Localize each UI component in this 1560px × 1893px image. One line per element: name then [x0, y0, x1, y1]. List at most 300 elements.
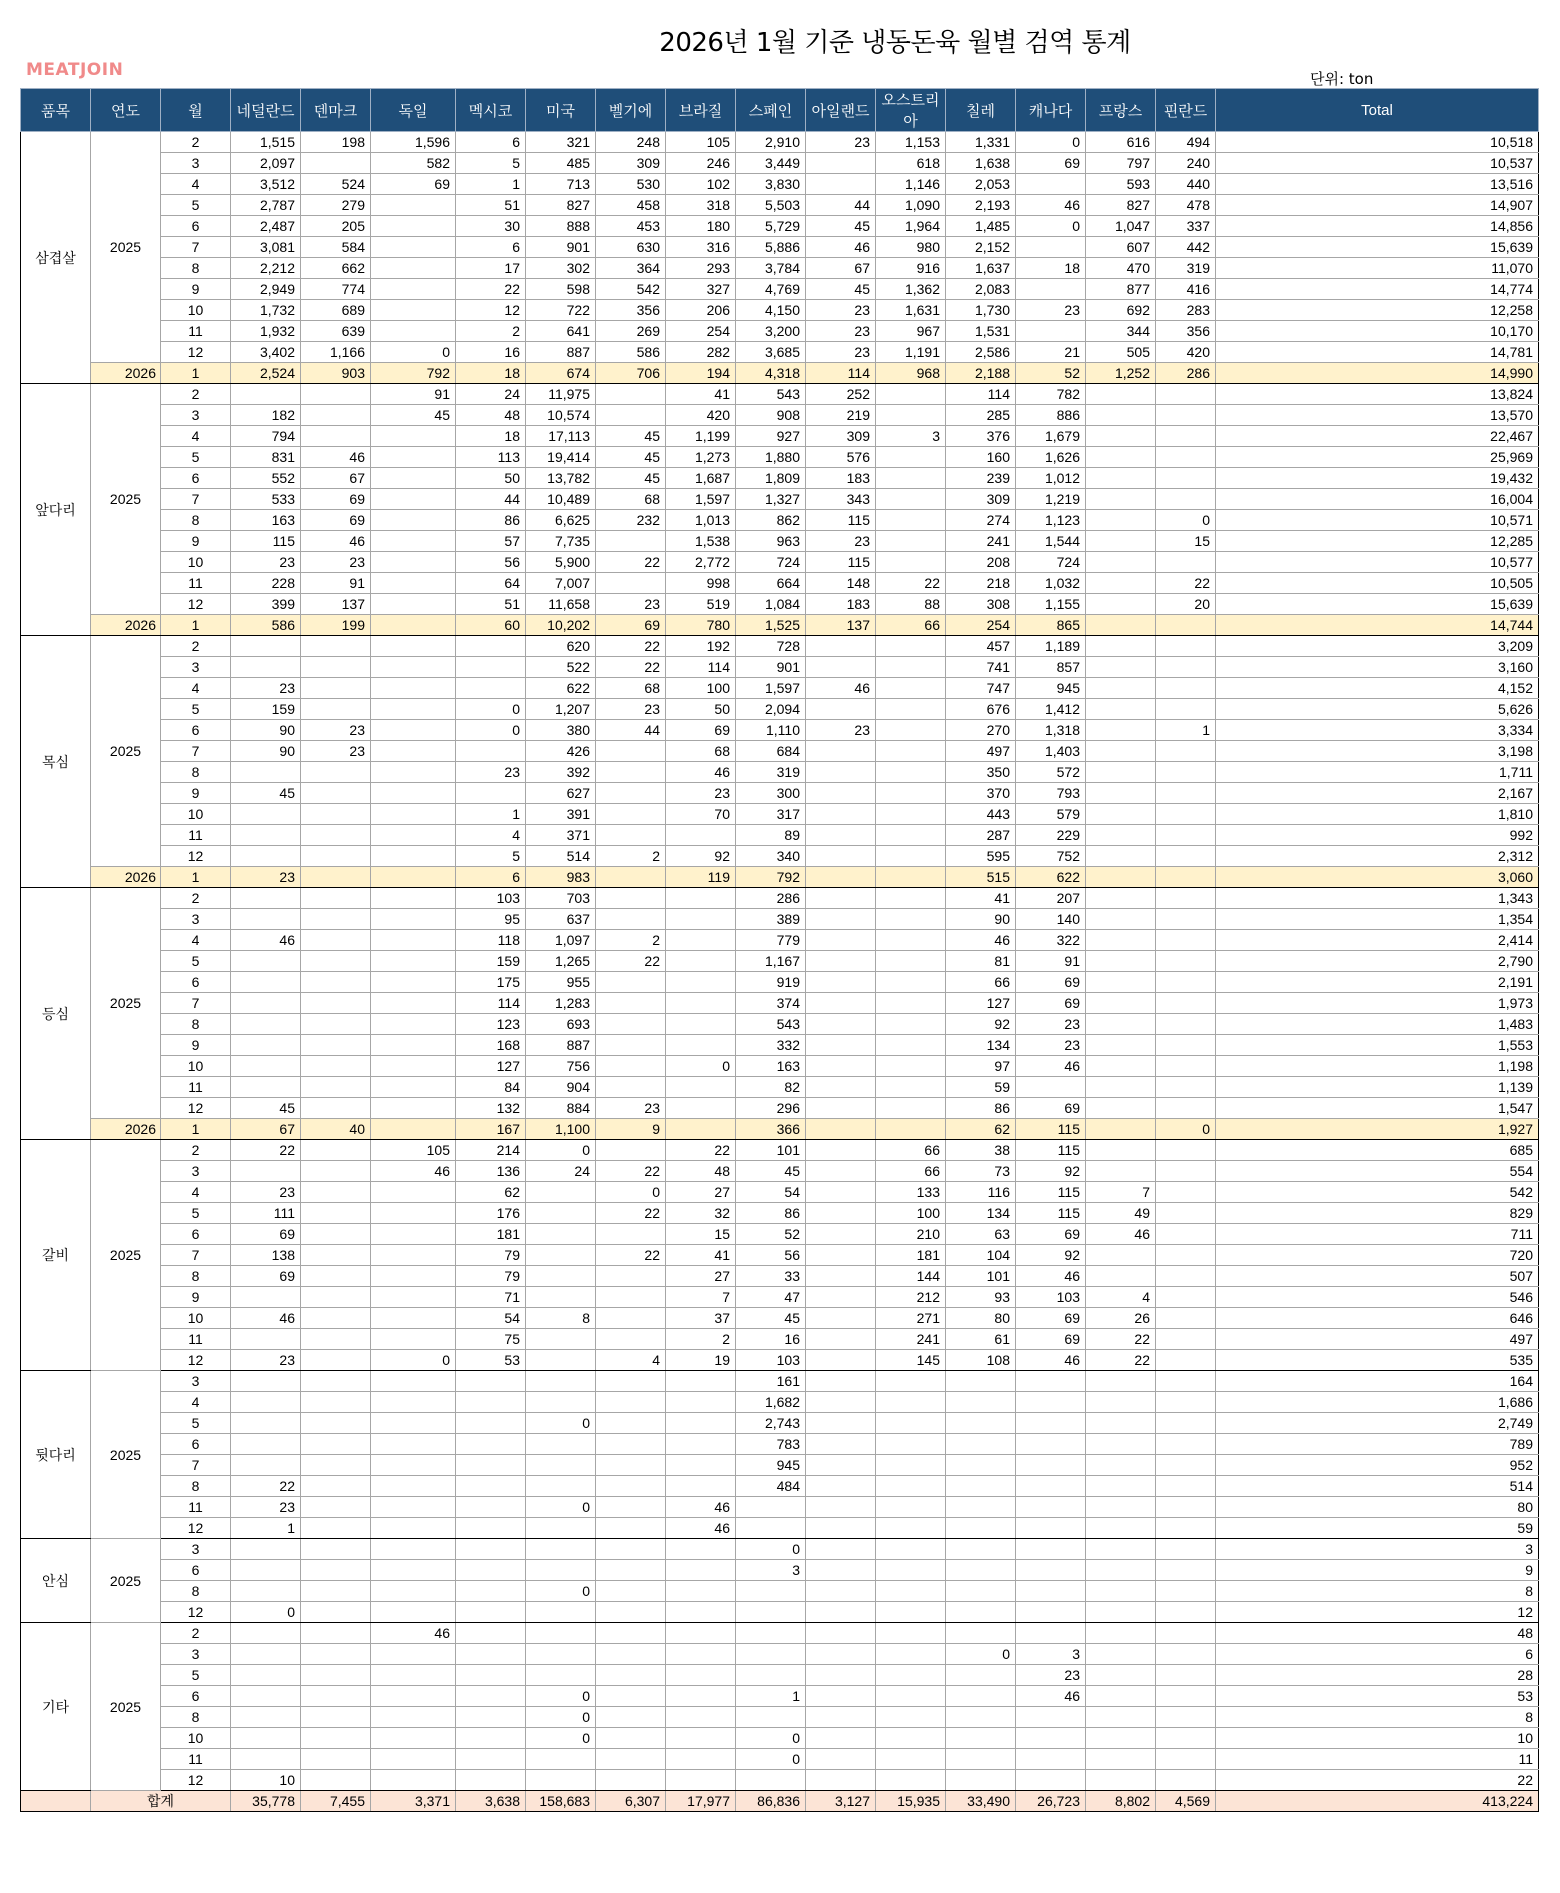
- month-cell: 8: [161, 762, 231, 783]
- value-cell: 25,969: [1216, 447, 1539, 468]
- value-cell: 22: [1086, 1350, 1156, 1371]
- value-cell: 685: [1216, 1140, 1539, 1161]
- value-cell: [371, 1392, 456, 1413]
- value-cell: 337: [1156, 216, 1216, 237]
- value-cell: [1086, 1413, 1156, 1434]
- value-cell: 0: [371, 342, 456, 363]
- value-cell: [1016, 1371, 1086, 1392]
- value-cell: 598: [526, 279, 596, 300]
- month-cell: 11: [161, 1749, 231, 1770]
- value-cell: [806, 1434, 876, 1455]
- value-cell: [876, 972, 946, 993]
- value-cell: 50: [666, 699, 736, 720]
- value-cell: [876, 1644, 946, 1665]
- value-cell: 1: [456, 174, 526, 195]
- month-cell: 10: [161, 300, 231, 321]
- value-cell: 20: [1156, 594, 1216, 615]
- value-cell: 2,586: [946, 342, 1016, 363]
- value-cell: 48: [1216, 1623, 1539, 1644]
- value-cell: 137: [301, 594, 371, 615]
- value-cell: 271: [876, 1308, 946, 1329]
- value-cell: 51: [456, 594, 526, 615]
- value-cell: 794: [231, 426, 301, 447]
- value-cell: 399: [231, 594, 301, 615]
- value-cell: 752: [1016, 846, 1086, 867]
- value-cell: 713: [526, 174, 596, 195]
- value-cell: 389: [736, 909, 806, 930]
- value-cell: 69: [1016, 153, 1086, 174]
- value-cell: 23: [301, 741, 371, 762]
- total-value: 3,127: [806, 1791, 876, 1812]
- value-cell: 176: [456, 1203, 526, 1224]
- value-cell: [736, 1518, 806, 1539]
- value-cell: 62: [456, 1182, 526, 1203]
- value-cell: 214: [456, 1140, 526, 1161]
- value-cell: [1086, 552, 1156, 573]
- value-cell: [876, 510, 946, 531]
- value-cell: 0: [526, 1140, 596, 1161]
- value-cell: [231, 1014, 301, 1035]
- value-cell: [301, 1686, 371, 1707]
- value-cell: 23: [806, 342, 876, 363]
- value-cell: [806, 1749, 876, 1770]
- value-cell: 380: [526, 720, 596, 741]
- value-cell: [231, 825, 301, 846]
- month-cell: 2: [161, 1623, 231, 1644]
- value-cell: [596, 972, 666, 993]
- value-cell: [876, 1056, 946, 1077]
- value-cell: [526, 1266, 596, 1287]
- value-cell: 145: [876, 1350, 946, 1371]
- table-row: [21, 1770, 1539, 1791]
- value-cell: [1156, 1623, 1216, 1644]
- value-cell: [596, 1392, 666, 1413]
- value-cell: [301, 636, 371, 657]
- value-cell: [526, 1329, 596, 1350]
- value-cell: [1086, 1098, 1156, 1119]
- table-row: [21, 1035, 1539, 1056]
- value-cell: [371, 1497, 456, 1518]
- table-row: [21, 1392, 1539, 1413]
- value-cell: 46: [231, 930, 301, 951]
- value-cell: 1,597: [736, 678, 806, 699]
- table-row: [21, 636, 1539, 657]
- month-cell: 5: [161, 699, 231, 720]
- value-cell: 111: [231, 1203, 301, 1224]
- value-cell: 4,318: [736, 363, 806, 384]
- table-row: [21, 867, 1539, 888]
- total-label: 합계: [91, 1791, 231, 1812]
- value-cell: [876, 1560, 946, 1581]
- value-cell: [301, 1518, 371, 1539]
- table-row: [21, 825, 1539, 846]
- value-cell: 1: [1156, 720, 1216, 741]
- table-row: [21, 993, 1539, 1014]
- value-cell: 2,152: [946, 237, 1016, 258]
- value-cell: 2,083: [946, 279, 1016, 300]
- value-cell: 92: [1016, 1161, 1086, 1182]
- value-cell: [231, 1035, 301, 1056]
- value-cell: 1,810: [1216, 804, 1539, 825]
- column-header: 덴마크: [301, 89, 371, 132]
- month-cell: 5: [161, 951, 231, 972]
- value-cell: 484: [736, 1476, 806, 1497]
- total-value: 86,836: [736, 1791, 806, 1812]
- value-cell: 22: [596, 657, 666, 678]
- value-cell: 1,531: [946, 321, 1016, 342]
- column-header: 네덜란드: [231, 89, 301, 132]
- value-cell: [1086, 1518, 1156, 1539]
- value-cell: [371, 1434, 456, 1455]
- value-cell: [1086, 1434, 1156, 1455]
- value-cell: 1,682: [736, 1392, 806, 1413]
- value-cell: 945: [1016, 678, 1086, 699]
- value-cell: [371, 699, 456, 720]
- month-cell: 4: [161, 1392, 231, 1413]
- value-cell: 579: [1016, 804, 1086, 825]
- value-cell: 81: [946, 951, 1016, 972]
- value-cell: 420: [1156, 342, 1216, 363]
- value-cell: 274: [946, 510, 1016, 531]
- value-cell: 0: [666, 1056, 736, 1077]
- value-cell: 282: [666, 342, 736, 363]
- value-cell: 2,167: [1216, 783, 1539, 804]
- value-cell: [1086, 531, 1156, 552]
- value-cell: [806, 1014, 876, 1035]
- value-cell: [301, 678, 371, 699]
- value-cell: [1086, 1644, 1156, 1665]
- value-cell: [1086, 1035, 1156, 1056]
- value-cell: [1086, 1770, 1156, 1791]
- value-cell: [806, 909, 876, 930]
- month-cell: 3: [161, 1539, 231, 1560]
- value-cell: 161: [736, 1371, 806, 1392]
- value-cell: 46: [1016, 1056, 1086, 1077]
- value-cell: [371, 1287, 456, 1308]
- value-cell: [946, 1686, 1016, 1707]
- value-cell: 67: [301, 468, 371, 489]
- value-cell: 26: [1086, 1308, 1156, 1329]
- value-cell: 5,729: [736, 216, 806, 237]
- value-cell: [876, 1518, 946, 1539]
- value-cell: 392: [526, 762, 596, 783]
- value-cell: 23: [1016, 300, 1086, 321]
- table-row: [21, 1413, 1539, 1434]
- value-cell: 2,949: [231, 279, 301, 300]
- value-cell: 1,084: [736, 594, 806, 615]
- value-cell: [666, 1371, 736, 1392]
- value-cell: [806, 762, 876, 783]
- value-cell: 420: [666, 405, 736, 426]
- value-cell: [806, 1056, 876, 1077]
- value-cell: [1086, 405, 1156, 426]
- value-cell: 45: [806, 279, 876, 300]
- value-cell: [1156, 1308, 1216, 1329]
- table-row: [21, 489, 1539, 510]
- value-cell: 595: [946, 846, 1016, 867]
- value-cell: 92: [666, 846, 736, 867]
- column-header: 미국: [526, 89, 596, 132]
- value-cell: 1,013: [666, 510, 736, 531]
- value-cell: 728: [736, 636, 806, 657]
- value-cell: 888: [526, 216, 596, 237]
- value-cell: [301, 1539, 371, 1560]
- quarantine-stats-table: [20, 88, 1539, 1812]
- value-cell: 524: [301, 174, 371, 195]
- value-cell: [1086, 1077, 1156, 1098]
- value-cell: 163: [231, 510, 301, 531]
- column-header: 연도: [91, 89, 161, 132]
- value-cell: [1156, 636, 1216, 657]
- item-cell: 기타: [21, 1623, 91, 1791]
- value-cell: 71: [456, 1287, 526, 1308]
- value-cell: [526, 1455, 596, 1476]
- table-row: [21, 720, 1539, 741]
- value-cell: [231, 1056, 301, 1077]
- value-cell: 919: [736, 972, 806, 993]
- value-cell: 318: [666, 195, 736, 216]
- value-cell: 90: [231, 720, 301, 741]
- value-cell: [806, 972, 876, 993]
- value-cell: 774: [301, 279, 371, 300]
- value-cell: [806, 153, 876, 174]
- value-cell: [666, 1728, 736, 1749]
- value-cell: 194: [666, 363, 736, 384]
- value-cell: [876, 1455, 946, 1476]
- total-value: 15,935: [876, 1791, 946, 1812]
- value-cell: 1: [231, 1518, 301, 1539]
- month-cell: 2: [161, 636, 231, 657]
- value-cell: 2,790: [1216, 951, 1539, 972]
- value-cell: 319: [736, 762, 806, 783]
- month-cell: 4: [161, 1182, 231, 1203]
- value-cell: [371, 216, 456, 237]
- value-cell: [371, 195, 456, 216]
- value-cell: 90: [231, 741, 301, 762]
- value-cell: 458: [596, 195, 666, 216]
- value-cell: 3,784: [736, 258, 806, 279]
- value-cell: 862: [736, 510, 806, 531]
- value-cell: [1156, 489, 1216, 510]
- value-cell: [946, 1581, 1016, 1602]
- value-cell: [736, 1581, 806, 1602]
- value-cell: [736, 1623, 806, 1644]
- value-cell: 115: [231, 531, 301, 552]
- value-cell: 792: [371, 363, 456, 384]
- value-cell: [1156, 1161, 1216, 1182]
- table-row: [21, 594, 1539, 615]
- value-cell: 80: [946, 1308, 1016, 1329]
- value-cell: [231, 951, 301, 972]
- value-cell: [596, 804, 666, 825]
- value-cell: [806, 993, 876, 1014]
- value-cell: [1086, 720, 1156, 741]
- value-cell: 62: [946, 1119, 1016, 1140]
- table-row: [21, 1434, 1539, 1455]
- value-cell: 16,004: [1216, 489, 1539, 510]
- value-cell: [301, 384, 371, 405]
- month-cell: 8: [161, 1707, 231, 1728]
- value-cell: 877: [1086, 279, 1156, 300]
- value-cell: [666, 1098, 736, 1119]
- value-cell: [371, 1749, 456, 1770]
- value-cell: [1086, 846, 1156, 867]
- value-cell: 123: [456, 1014, 526, 1035]
- value-cell: 46: [301, 447, 371, 468]
- value-cell: [1156, 1518, 1216, 1539]
- value-cell: 10,577: [1216, 552, 1539, 573]
- year-cell: 2025: [91, 1140, 161, 1371]
- value-cell: [371, 300, 456, 321]
- value-cell: 515: [946, 867, 1016, 888]
- value-cell: 2: [456, 321, 526, 342]
- table-row: [21, 1686, 1539, 1707]
- value-cell: 10,571: [1216, 510, 1539, 531]
- table-row: [21, 132, 1539, 153]
- value-cell: 344: [1086, 321, 1156, 342]
- value-cell: 46: [1016, 1686, 1086, 1707]
- value-cell: [1156, 1728, 1216, 1749]
- month-cell: 5: [161, 1665, 231, 1686]
- value-cell: [371, 237, 456, 258]
- value-cell: [1156, 1770, 1216, 1791]
- value-cell: [876, 1707, 946, 1728]
- value-cell: [371, 1476, 456, 1497]
- value-cell: [1086, 993, 1156, 1014]
- value-cell: 998: [666, 573, 736, 594]
- month-cell: 3: [161, 405, 231, 426]
- value-cell: 543: [736, 1014, 806, 1035]
- value-cell: 45: [596, 468, 666, 489]
- value-cell: 24: [526, 1161, 596, 1182]
- month-cell: 4: [161, 426, 231, 447]
- value-cell: [1086, 1728, 1156, 1749]
- value-cell: 1,198: [1216, 1056, 1539, 1077]
- month-cell: 10: [161, 804, 231, 825]
- value-cell: [876, 846, 946, 867]
- year-cell: 2026: [91, 1119, 161, 1140]
- value-cell: [876, 468, 946, 489]
- value-cell: 92: [1016, 1245, 1086, 1266]
- value-cell: [301, 1770, 371, 1791]
- value-cell: 44: [456, 489, 526, 510]
- value-cell: 0: [526, 1707, 596, 1728]
- value-cell: 470: [1086, 258, 1156, 279]
- value-cell: [1086, 1161, 1156, 1182]
- value-cell: 103: [1016, 1287, 1086, 1308]
- value-cell: [301, 1308, 371, 1329]
- value-cell: 46: [301, 531, 371, 552]
- value-cell: 3,402: [231, 342, 301, 363]
- value-cell: 0: [596, 1182, 666, 1203]
- value-cell: 13,824: [1216, 384, 1539, 405]
- table-row: [21, 342, 1539, 363]
- value-cell: 827: [526, 195, 596, 216]
- value-cell: [371, 594, 456, 615]
- value-cell: [876, 951, 946, 972]
- value-cell: [596, 888, 666, 909]
- value-cell: 7: [1086, 1182, 1156, 1203]
- value-cell: 7: [666, 1287, 736, 1308]
- month-cell: 3: [161, 657, 231, 678]
- value-cell: 68: [596, 678, 666, 699]
- value-cell: 857: [1016, 657, 1086, 678]
- value-cell: [596, 1518, 666, 1539]
- value-cell: [371, 573, 456, 594]
- value-cell: 2,414: [1216, 930, 1539, 951]
- table-row: [21, 888, 1539, 909]
- value-cell: 1,485: [946, 216, 1016, 237]
- value-cell: [876, 552, 946, 573]
- value-cell: [371, 1581, 456, 1602]
- value-cell: 23: [301, 720, 371, 741]
- value-cell: 246: [666, 153, 736, 174]
- value-cell: [371, 1077, 456, 1098]
- table-row: [21, 510, 1539, 531]
- value-cell: 1,932: [231, 321, 301, 342]
- value-cell: [1016, 1539, 1086, 1560]
- value-cell: 505: [1086, 342, 1156, 363]
- value-cell: [1156, 1413, 1216, 1434]
- value-cell: 115: [806, 552, 876, 573]
- value-cell: [596, 1539, 666, 1560]
- value-cell: [371, 1518, 456, 1539]
- value-cell: [526, 1182, 596, 1203]
- value-cell: [876, 1371, 946, 1392]
- value-cell: [946, 1476, 1016, 1497]
- value-cell: 901: [526, 237, 596, 258]
- value-cell: 210: [876, 1224, 946, 1245]
- value-cell: 59: [1216, 1518, 1539, 1539]
- table-row: [21, 531, 1539, 552]
- value-cell: 443: [946, 804, 1016, 825]
- value-cell: 46: [666, 762, 736, 783]
- value-cell: [1086, 678, 1156, 699]
- value-cell: 1,525: [736, 615, 806, 636]
- value-cell: [301, 1287, 371, 1308]
- value-cell: 23: [231, 1182, 301, 1203]
- value-cell: [526, 1392, 596, 1413]
- value-cell: [231, 1161, 301, 1182]
- value-cell: [456, 1644, 526, 1665]
- value-cell: [301, 1056, 371, 1077]
- value-cell: [301, 1266, 371, 1287]
- value-cell: [876, 531, 946, 552]
- value-cell: [231, 1623, 301, 1644]
- value-cell: [301, 1350, 371, 1371]
- value-cell: 45: [736, 1308, 806, 1329]
- value-cell: [301, 783, 371, 804]
- value-cell: 100: [876, 1203, 946, 1224]
- value-cell: 426: [526, 741, 596, 762]
- value-cell: 1,283: [526, 993, 596, 1014]
- table-row: [21, 615, 1539, 636]
- item-cell: 앞다리: [21, 384, 91, 636]
- month-cell: 11: [161, 825, 231, 846]
- value-cell: [371, 258, 456, 279]
- table-row: [21, 1665, 1539, 1686]
- month-cell: 8: [161, 1581, 231, 1602]
- value-cell: 54: [456, 1308, 526, 1329]
- value-cell: [876, 1077, 946, 1098]
- value-cell: 168: [456, 1035, 526, 1056]
- value-cell: [301, 1434, 371, 1455]
- value-cell: [1156, 1203, 1216, 1224]
- value-cell: [1016, 1434, 1086, 1455]
- value-cell: 14,781: [1216, 342, 1539, 363]
- value-cell: 10,170: [1216, 321, 1539, 342]
- value-cell: 69: [666, 720, 736, 741]
